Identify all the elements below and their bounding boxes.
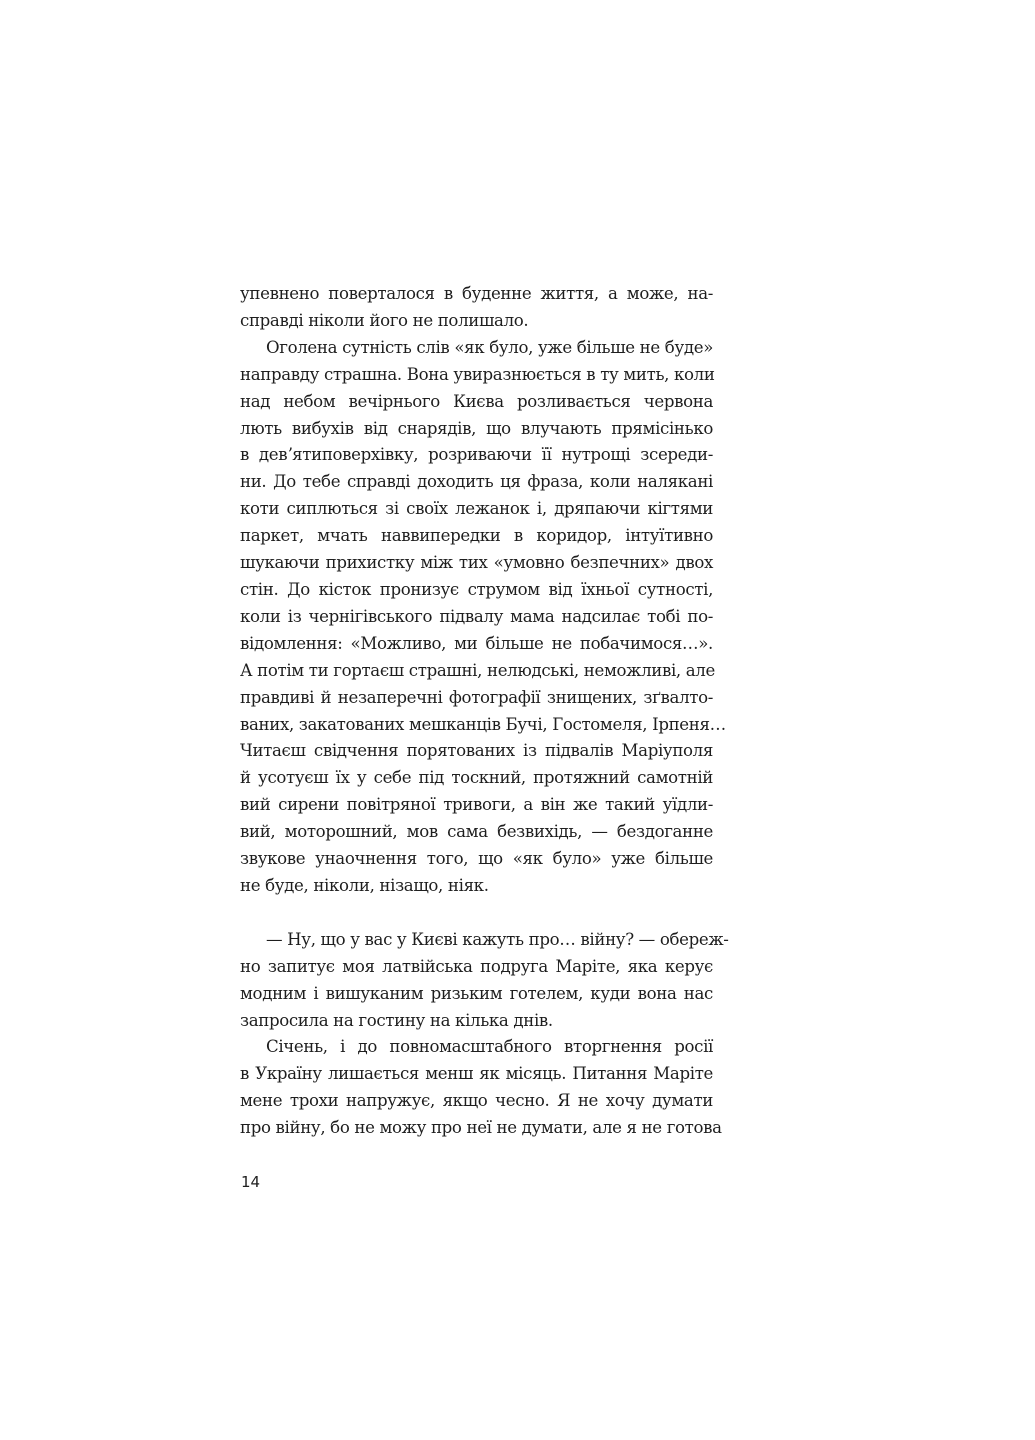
text-line: в девʼятиповерхівку, розриваючи її нутрощі зсереди- (240, 445, 713, 465)
page-number: 14 (241, 1173, 261, 1191)
text-line: звукове унаочнення того, що «як було» уже більше (240, 849, 713, 869)
paragraph-1 (240, 281, 713, 335)
text-line: Оголена сутність слів «як було, уже більше не буде» (266, 337, 713, 357)
text-line: упевнено поверталося в буденне життя, а може, на- (240, 284, 713, 303)
text-line: лють вибухів від снарядів, що влучають прямісінько (240, 418, 713, 438)
section-break (240, 900, 713, 927)
text-line: модним і вишуканим ризьким готелем, куди вона нас (240, 983, 713, 1003)
text-line: паркет, мчать наввипередки в коридор, інтуїтивно (240, 526, 713, 546)
text-line: коли із чернігівського підвалу мама надсилає тобі по- (240, 606, 713, 626)
text-line: стін. До кісток пронизує струмом від їхньої сутності, (240, 579, 713, 599)
text-line: про війну, бо не можу про неї не думати, але я не готова (240, 1118, 722, 1138)
text-line: не буде, ніколи, нізащо, ніяк. (240, 875, 489, 895)
text-line: — Ну, що у вас у Києві кажуть про… війну? — обереж- (266, 929, 729, 949)
body-text (240, 281, 729, 1142)
text-line: справді ніколи його не полишало. (240, 310, 529, 330)
text-line: Читаєш свідчення порятованих із підвалів Маріуполя (240, 741, 713, 761)
text-line: шукаючи прихистку між тих «умовно безпечних» двох (240, 553, 713, 573)
text-line: направду страшна. Вона увиразнюється в ту мить, коли (240, 364, 715, 384)
text-line: відомлення: «Можливо, ми більше не побачимося…». (240, 633, 713, 653)
text-line: правдиві й незаперечні фотографії знищених, зґвалто- (240, 687, 713, 707)
paragraph-4 (240, 1034, 722, 1142)
text-line: коти сиплються зі своїх лежанок і, дряпаючи кігтями (240, 499, 713, 519)
text-line: но запитує моя латвійська подруга Маріте, яка керує (240, 956, 713, 976)
paragraph-3-dialogue (240, 927, 729, 1035)
text-line: Січень, і до повномасштабного вторгнення росії (266, 1037, 713, 1057)
text-line: вий, моторошний, мов сама безвихідь, — бездоганне (240, 822, 713, 842)
text-line: ни. До тебе справді доходить ця фраза, коли налякані (240, 472, 713, 492)
text-line: ваних, закатованих мешканців Бучі, Гостомеля, Ірпеня… (240, 714, 726, 734)
text-line: А потім ти гортаєш страшні, нелюдські, неможливі, але (240, 660, 715, 680)
text-line: над небом вечірнього Києва розливається червона (240, 391, 713, 411)
text-line: мене трохи напружує, якщо чесно. Я не хочу думати (240, 1091, 713, 1111)
text-line: запросила на гостину на кілька днів. (240, 1010, 553, 1030)
paragraph-2 (240, 335, 726, 900)
text-line: в Україну лишається менш як місяць. Питання Маріте (240, 1064, 713, 1084)
text-line: й усотуєш їх у себе під тоскний, протяжний самотній (240, 768, 713, 788)
text-line: вий сирени повітряної тривоги, а він же такий уїдли- (240, 795, 713, 815)
